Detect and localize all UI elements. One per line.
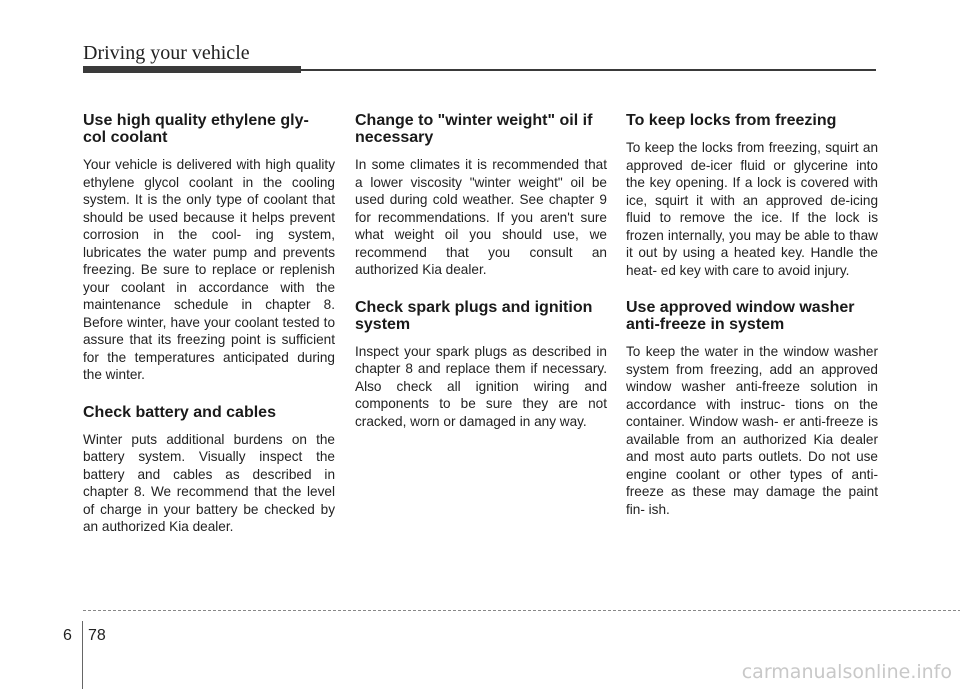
page-number: 78: [88, 627, 106, 644]
header-rule-thick: [83, 66, 301, 73]
page-number-separator: [82, 621, 83, 689]
chapter-number: 6: [63, 627, 72, 644]
section-heading: Use high quality ethylene gly- col coolant: [83, 112, 309, 146]
section-heading: Use approved window washer anti-freeze in system: [626, 299, 855, 333]
section-heading: Change to "winter weight" oil if necessary: [355, 112, 593, 146]
section-winter-oil: [355, 112, 607, 279]
footer-divider: [83, 610, 960, 611]
header-rule-thin: [301, 69, 876, 71]
section-body: Winter puts additional burdens on the battery system. Visually inspect the battery and cables as described in chapter 8. We recommend that the level of charge in your battery be checked by an authorized Kia dealer.: [83, 431, 335, 534]
section-spark-plugs: [355, 299, 607, 431]
column-1: [83, 112, 335, 556]
section-washer-antifreeze: [626, 299, 878, 518]
section-coolant: [83, 112, 335, 384]
column-2: [355, 112, 607, 450]
section-locks: [626, 112, 878, 279]
section-heading: Check spark plugs and ignition system: [355, 298, 593, 333]
section-body: Your vehicle is delivered with high quality ethylene glycol coolant in the cooling system. It is the only type of coolant that should be used because it helps prevent corrosion in the cool- ing system, lubricates the water pump and prevents freezing. Be sure to replace or replenish your coolant in accordance with the maintenance schedule in chapter 8. Before winter, have your coolant tested to assure that its freezing point is sufficient for the temperatures anticipated during the winter.: [83, 157, 335, 382]
section-body: Inspect your spark plugs as described in chapter 8 and replace them if necessary. Also check all ignition wiring and components to be sure they are not cracked, worn or damaged in any way.: [355, 343, 607, 429]
page-header-title: Driving your vehicle: [83, 42, 250, 64]
watermark: carmanualsonline.info: [741, 661, 952, 683]
section-heading: To keep locks from freezing: [626, 112, 837, 129]
section-heading: Check battery and cables: [83, 403, 276, 421]
section-body: In some climates it is recommended that a lower viscosity "winter weight" oil be used during cold weather. See chapter 9 for recommendations. If you aren't sure what weight oil you should use, we recommend that you consult an authorized Kia dealer.: [355, 157, 607, 277]
column-3: [626, 112, 878, 538]
section-battery: [83, 404, 335, 536]
section-body: To keep the locks from freezing, squirt an approved de-icer fluid or glycerine into the key opening. If a lock is covered with ice, squirt it with an approved de-icing fluid to remove the ice. If the lock is frozen internally, you may be able to thaw it out by using a heated key. Handle the heat- ed key with care to avoid injury.: [626, 140, 878, 278]
section-body: To keep the water in the window washer system from freezing, add an approved window washer anti-freeze solution in accordance with instruc- tions on the container. Window wash- er anti-freeze is available from an authorized Kia dealer and most auto parts outlets. Do not use engine coolant or other types of anti-freeze as these may damage the paint fin- ish.: [626, 344, 878, 517]
